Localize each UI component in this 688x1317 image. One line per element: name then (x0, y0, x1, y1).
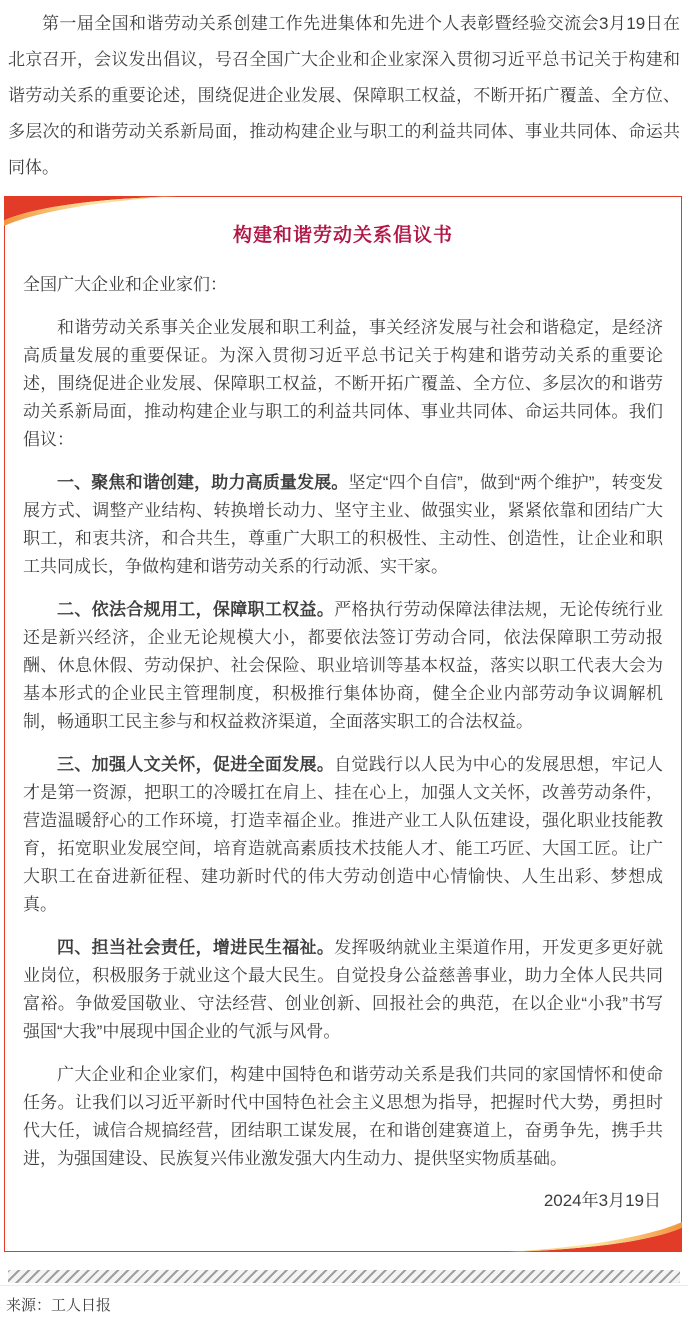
paragraph-text: 坚定“四个自信”，做到“两个维护”，转变发展方式、调整产业结构、转换增长动力、坚守主业、做强实业，紧紧依靠和团结广大职工，和衷共济，和合共生，尊重广大职工的积极性、主动性、创造性，让企业和职工共同成长，争做构建和谐劳动关系的行动派、实干家。 (23, 473, 664, 576)
paragraph-text: 严格执行劳动保障法律法规，无论传统行业还是新兴经济，企业无论规模大小，都要依法签订劳动合同，依法保障职工劳动报酬、休息休假、劳动保护、社会保险、职业培训等基本权益，落实以职工代表大会为基本形式的企业民主管理制度，积极推行集体协商，健全企业内部劳动争议调解机制，畅通职工民主参与和权益救济渠道，全面落实职工的合法权益。 (23, 600, 664, 731)
corner-ribbon-top-left-icon (4, 196, 182, 226)
paragraph-text: 和谐劳动关系事关企业发展和职工利益，事关经济发展与社会和谐稳定，是经济高质量发展的重要保证。为深入贯彻习近平总书记关于构建和谐劳动关系的重要论述，围绕促进企业发展、保障职工权益，不断开拓广覆盖、全方位、多层次的和谐劳动关系新局面，推动构建企业与职工的利益共同体、事业共同体、命运共同体。我们倡议： (23, 318, 663, 449)
paragraph-point-3 (23, 751, 663, 919)
proposal-card (4, 196, 682, 1252)
paragraph-opening (23, 314, 663, 454)
paragraph-text: 自觉践行以人民为中心的发展思想，牢记人才是第一资源，把职工的冷暖扛在肩上、挂在心上，加强人文关怀，改善劳动条件，营造温暖舒心的工作环境，打造幸福企业。推进产业工人队伍建设，强化职业技能教育，拓宽职业发展空间，培育造就高素质技术技能人才、能工巧匠、大国工匠。让广大职工在奋进新征程、建功新时代的伟大劳动创造中心情愉快、人生出彩、梦想成真。 (23, 755, 664, 914)
paragraph-lead: 一、聚焦和谐创建，助力高质量发展。 (57, 473, 349, 492)
paragraph-lead: 三、加强人文关怀，促进全面发展。 (57, 755, 335, 774)
proposal-title: 构建和谐劳动关系倡议书 (232, 225, 453, 246)
bottom-hairline (0, 1285, 688, 1286)
paragraph-text: 广大企业和企业家们，构建中国特色和谐劳动关系是我们共同的家国情怀和使命任务。让我们以习近平新时代中国特色社会主义思想为指导，把握时代大势，勇担时代大任，诚信合规搞经营，团结职工谋发展，在和谐创建赛道上，奋勇争先，携手共进，为强国建设、民族复兴伟业激发强大内生动力、提供坚实物质基础。 (23, 1065, 663, 1168)
hatched-divider (8, 1270, 680, 1283)
paragraph-point-2 (23, 596, 663, 736)
proposal-date: 2024年3月19日 (543, 1191, 661, 1210)
salutation: 全国广大企业和企业家们： (23, 275, 227, 294)
paragraph-closing (23, 1061, 663, 1173)
paragraph-point-4 (23, 934, 663, 1046)
corner-ribbon-bottom-right-icon (504, 1222, 682, 1252)
paragraph-point-1 (23, 469, 663, 581)
paragraph-text: 发挥吸纳就业主渠道作用，开发更多更好就业岗位，积极服务于就业这个最大民生。自觉投身公益慈善事业，助力全体人民共同富裕。争做爱国敬业、守法经营、创业创新、回报社会的典范，在以企业“小我”书写强国“大我”中展现中国企业的气派与风骨。 (23, 938, 664, 1041)
source-credit: 来源：工人日报 (6, 1297, 112, 1314)
intro-paragraph: 第一届全国和谐劳动关系创建工作先进集体和先进个人表彰暨经验交流会3月19日在北京召开，会议发出倡议，号召全国广大企业和企业家深入贯彻习近平总书记关于构建和谐劳动关系的重要论述，围绕促进企业发展、保障职工权益，不断开拓广覆盖、全方位、多层次的和谐劳动关系新局面，推动构建企业与职工的利益共同体、事业共同体、命运共同体。 (8, 14, 680, 177)
paragraph-lead: 四、担当社会责任，增进民生福祉。 (57, 938, 335, 957)
paragraph-lead: 二、依法合规用工，保障职工权益。 (57, 600, 335, 619)
